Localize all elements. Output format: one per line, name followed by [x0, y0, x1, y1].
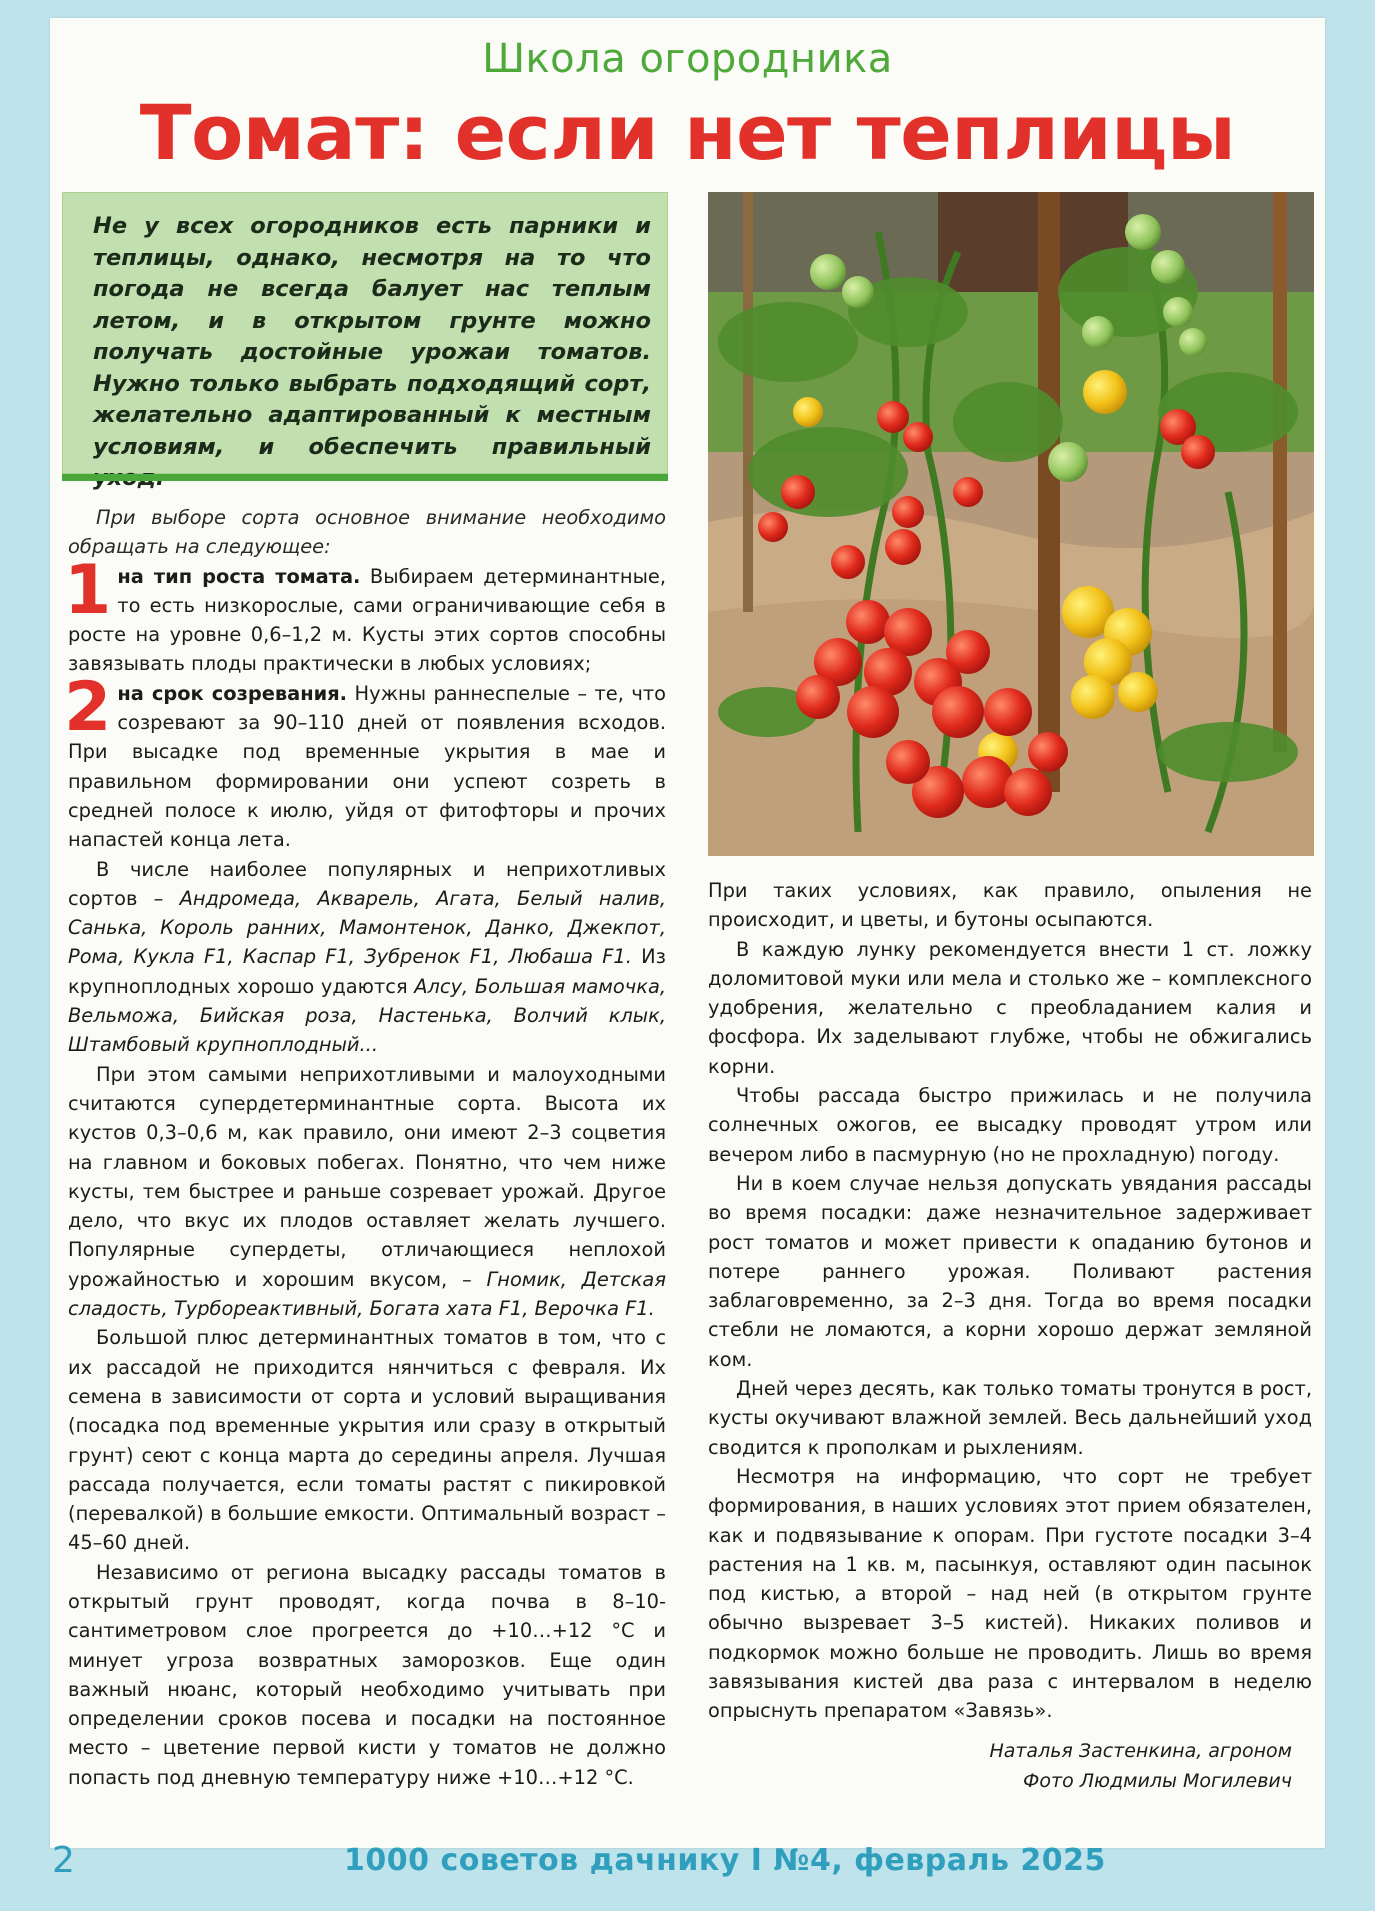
hilling-paragraph: Дней через десять, как только томаты тронутся в рост, кусты окучивают влажной землей. Весь дальнейший уход сводится к прополкам и рыхлениям.	[708, 1377, 1312, 1459]
magazine-page	[50, 18, 1325, 1848]
byline	[708, 1736, 1312, 1796]
tomato-bush-image	[708, 192, 1314, 856]
list-number-2: 2	[64, 667, 112, 747]
superdet-lead: При этом самыми неприхотливыми и малоуходными считаются супердетерминантные сорта. Высота их кустов 0,3–0,6 м, как правило, они имеют 2–3 соцветия на главном и боковых побегах. Понятно, что чем ниже кусты, тем быстрее и раньше созревает урожай. Другое дело, что вкус их плодов оставляет желать лучшего. Популярные супердеты, отличающиеся неплохой урожайностью и хорошим вкусом,	[68, 1062, 666, 1291]
section-rubric: Школа огородника	[482, 36, 893, 82]
photo-credit: Фото Людмилы Могилевич	[1023, 1769, 1292, 1792]
varieties-list: Андромеда, Акварель, Агата, Белый налив, Санька, Король ранних, Мамонтенок, Данко, Джекпот, Рома, Кукла F1, Каспар F1, Зубренок F1, Любаша F1.	[68, 886, 666, 969]
lead-box	[62, 192, 668, 474]
list-item-1	[64, 550, 666, 679]
pruning-paragraph: Несмотря на информацию, что сорт не требует формирования, в наших условиях этот прием обязателен, как и подвязывание к опорам. При густоте посадки 3–4 растения на 1 кв. м, пасынкуя, оставляют один пасынок под кистью, а второй – над ней (в открытом грунте обычно вызревает 3–5 кистей). Никаких поливов и подкормок можно больше не проводить. Лишь во время завязывания кистей два раза с интервалом в неделю опрыснуть препаратом «Завязь».	[708, 1464, 1312, 1723]
list-item-1-title: на тип роста томата.	[117, 564, 361, 588]
right-column	[708, 876, 1312, 1796]
lead-underline	[62, 474, 668, 481]
publication-footer: 1000 советов дачнику I №4, февраль 2025	[344, 1843, 1106, 1878]
list-item-2-text: Нужны раннеспелые – те, что созревают за 90–110 дней от появления всходов. При высадке под временные укрытия в мае и правильном формировании они успеют созреть в средней полосе к июлю, уйдя от фитофторы и прочих напастей конца лета.	[68, 681, 666, 852]
list-item-2-title: на срок созревания.	[117, 681, 348, 705]
article-title: Томат: если нет теплицы	[139, 88, 1236, 177]
varieties-paragraph	[68, 855, 666, 1060]
list-item-2	[64, 667, 666, 855]
planting-paragraph: Независимо от региона высадку рассады томатов в открытый грунт проводят, когда почва в 8–10-сантиметровом слое прогреется до +10…+12 °С и минует угроза возвратных заморозков. Еще один важный нюанс, который необходимо учитывать при определении сроков посева и посадки на постоянное место – цветение первой кисти у томатов не должно попасть под дневную температуру ниже +10…+12 °С.	[68, 1560, 666, 1789]
superdet-list: – Гномик, Детская сладость, Турбореактивный, Богата хата F1, Верочка F1.	[68, 1267, 666, 1321]
seedling-paragraph: Большой плюс детерминантных томатов в том, что с их рассадой не приходится нянчиться с февраля. Их семена в зависимости от сорта и условий выращивания (посадка под временные укрытия или сразу в открытый грунт) сеют с конца марта до середины апреля. Лучшая рассада получается, если томаты растят с пикировкой (перевалкой) в большие емкости. Оптимальный возраст – 45–60 дней.	[68, 1326, 666, 1555]
superdet-paragraph	[68, 1060, 666, 1324]
tomato-photo	[708, 192, 1314, 856]
left-column	[64, 503, 666, 1792]
intro-paragraph: При выборе сорта основное внимание необходимо обращать на следующее:	[68, 506, 666, 559]
sunburn-paragraph: Чтобы рассада быстро прижилась и не получила солнечных ожогов, ее высадку проводят утром или вечером либо в пасмурную (но не прохладную) погоду.	[708, 1084, 1312, 1166]
page-number: 2	[52, 1840, 75, 1881]
wilting-paragraph: Ни в коем случае нельзя допускать увядания рассады во время посадки: даже незначительное задерживает рост томатов и может привести к опаданию бутонов и потере раннего урожая. Поливают растения заблаговременно, за 2–3 дня. Тогда во время посадки стебли не ломаются, а корни хорошо держат земляной ком.	[708, 1171, 1312, 1371]
pollination-paragraph: При таких условиях, как правило, опыления не происходит, и цветы, и бутоны осыпаются.	[708, 879, 1312, 932]
list-number-1: 1	[64, 550, 112, 630]
varieties-mid: Из крупноплодных хорошо удаются	[68, 945, 666, 998]
varieties-lead: В числе наиболее популярных и неприхотливых сортов –	[68, 857, 666, 910]
list-item-1-text: Выбираем детерминантные, то есть низкорослые, сами ограничивающие себя в росте на уровне 0,6–1,2 м. Кусты этих сортов способны завязывать плоды практически в любых условиях;	[68, 564, 666, 676]
fertilizer-paragraph: В каждую лунку рекомендуется внести 1 ст. ложку доломитовой муки или мела и столько же – комплексного удобрения, желательно с преобладанием калия и фосфора. Их заделывают глубже, чтобы не обжигались корни.	[708, 937, 1312, 1078]
varieties-large-list: Алсу, Большая мамочка, Вельможа, Бийская роза, Настенька, Волчий клык, Штамбовый крупноплодный...	[68, 974, 666, 1057]
author-name: Наталья Застенкина, агроном	[989, 1739, 1292, 1762]
lead-text: Не у всех огородников есть парники и теплицы, однако, несмотря на то что погода не всегда балует нас теплым летом, и в открытом грунте можно получать достойные урожаи томатов. Нужно только выбрать подходящий сорт, желательно адаптированный к местным условиям, и обеспечить правильный	[93, 213, 651, 460]
